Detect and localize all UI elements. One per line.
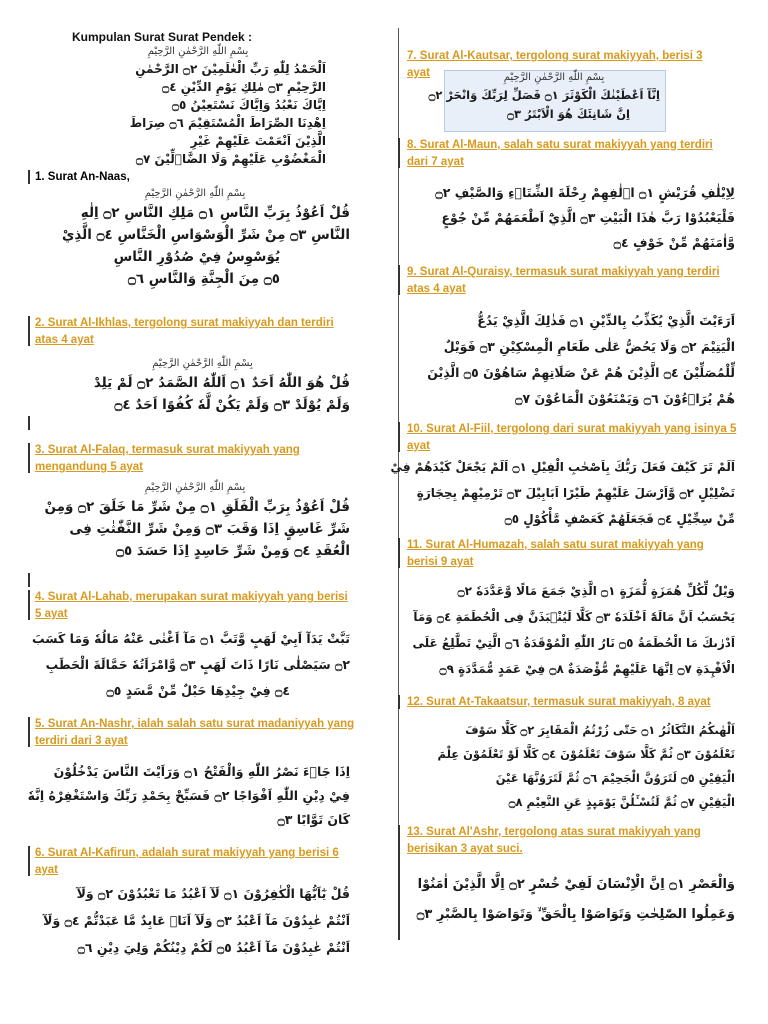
ayah-line: قُلْ اَعُوْذُ بِرَبِّ الْفَلَقِ ۝١ مِنْ شَرِّ مَا خَلَقَ ۝٢ وَمِنْ bbox=[44, 499, 350, 515]
surah-text-al-quraisy bbox=[410, 308, 735, 412]
ayah-line: قُلْ هُوَ اللّٰهُ اَحَدٌ ۝١ اَللّٰهُ الصَّمَدُ ۝٢ لَمْ يَلِدْ bbox=[93, 375, 350, 391]
ayah-line: اِنَّ شَانِئَكَ هُوَ الْاَبْتَرُ ۝٣ bbox=[507, 107, 630, 121]
surah-heading-al-ashr: 13. Surat Al'Ashr, tergolong atas surat makiyyah yang berisikan 3 ayat suci. bbox=[407, 826, 701, 855]
surah-text-an-naas bbox=[40, 186, 350, 290]
ayah-line: ۝٥ مِنَ الْجِنَّةِ وَالنَّاسِ ۝٦ bbox=[127, 271, 280, 287]
ayah-line: وَلَمْ يُوْلَدْ ۝٣ وَلَمْ يَكُنْ لَّهٗ كُفُوًا اَحَدٌ ۝٤ bbox=[114, 397, 350, 413]
surah-text-al-ikhlas bbox=[55, 356, 350, 416]
fatihah-line: الْمَغْضُوْبِ عَلَيْهِمْ وَلَا الضَّاۤلِّيْنَ ۝٧ bbox=[136, 152, 326, 166]
basmala: بِسْمِ اللّٰهِ الرَّحْمٰنِ الرَّحِيْمِ bbox=[503, 72, 605, 83]
fatihah-line: الرَّحِيْمِ ۝٣ مٰلِكِ يَوْمِ الدِّيْنِ ۝٤ bbox=[162, 80, 326, 94]
surah-text-an-nashr bbox=[27, 760, 350, 832]
surah-heading-al-kautsar: 7. Surat Al-Kautsar, tergolong surat makiyyah, berisi 3 ayat bbox=[407, 50, 703, 79]
basmala: بِسْمِ اللّٰهِ الرَّحْمٰنِ الرَّحِيْمِ bbox=[144, 482, 246, 493]
surah-heading-al-ikhlas: 2. Surat Al-Ikhlas, tergolong surat makiyyah dan terdiri atas 4 ayat bbox=[35, 317, 334, 346]
surah-heading-an-naas: 1. Surat An-Naas, bbox=[35, 171, 130, 183]
surah-text-al-fiil bbox=[390, 454, 735, 532]
surah-text-al-kautsar bbox=[428, 70, 660, 124]
ayah-line: الْيَقِيْنِ ۝٧ ثُمَّ لَتُسْـَٔلُنَّ يَوْمَىِٕذٍ عَنِ النَّعِيْمِ ۝٨ bbox=[508, 795, 735, 809]
surah-heading-an-nashr: 5. Surat An-Nashr, ialah salah satu surat madaniyyah yang terdiri dari 3 ayat bbox=[35, 718, 355, 747]
ayah-line: تَعْلَمُوْنَ ۝٣ ثُمَّ كَلَّا سَوْفَ تَعْلَمُوْنَ ۝٤ كَلَّا لَوْ تَعْلَمُوْنَ عِلْمَ bbox=[437, 747, 735, 761]
heading-marker bbox=[28, 443, 30, 473]
ayah-line: ۝٢ سَيَصْلٰى نَارًا ذَاتَ لَهَبٍ ۝٣ وَّامْرَاَتُهٗ حَمَّالَةَ الْحَطَبِ bbox=[45, 657, 350, 672]
ayah-line: وَيْلٌ لِّكُلِّ هُمَزَةٍ لُّمَزَةٍ ۝١ الَّذِيْ جَمَعَ مَالًا وَّعَدَّدَهٗ ۝٢ bbox=[457, 584, 735, 598]
ayah-line: يُوَسْوِسُ فِيْ صُدُوْرِ النَّاسِ bbox=[113, 249, 280, 265]
ayah-line: وَالْعَصْرِ ۝١ اِنَّ الْاِنْسَانَ لَفِيْ خُسْرٍ ۝٢ اِلَّا الَّذِيْنَ اٰمَنُوْا bbox=[417, 877, 735, 892]
heading-marker bbox=[28, 170, 30, 184]
heading-marker bbox=[398, 538, 400, 568]
surah-text-al-humazah bbox=[410, 578, 735, 682]
fatihah-line: اَلْحَمْدُ لِلّٰهِ رَبِّ الْعٰلَمِيْنَ ۝٢ الرَّحْمٰنِ bbox=[135, 62, 326, 76]
surah-text-al-kafirun bbox=[40, 880, 350, 961]
surah-heading-al-quraisy: 9. Surat Al-Quraisy, termasuk surat makiyyah yang terdiri atas 4 ayat bbox=[407, 266, 720, 295]
ayah-line: اَرَءَيْتَ الَّذِيْ يُكَذِّبُ بِالدِّيْنِ ۝١ فَذٰلِكَ الَّذِيْ يَدُعُّ bbox=[477, 313, 735, 328]
ayah-line: فِيْ دِيْنِ اللّٰهِ اَفْوَاجًا ۝٢ فَسَبِّحْ بِحَمْدِ رَبِّكَ وَاسْتَغْفِرْهُ اِنَّهٗ bbox=[27, 788, 350, 803]
fatihah-line: الَّذِيْنَ اَنْعَمْتَ عَلَيْهِمْ غَيْرِ bbox=[190, 134, 326, 148]
ayah-line: تَضْلِيْلٍ ۝٢ وَّاَرْسَلَ عَلَيْهِمْ طَيْرًا اَبَابِيْلَ ۝٣ تَرْمِيْهِمْ بِحِجَارَةٍ bbox=[416, 486, 735, 500]
ayah-line: اَنْتُمْ عٰبِدُوْنَ مَآ اَعْبُدُ ۝٣ وَلَآ اَنَا۠ عَابِدٌ مَّا عَبَدْتُّمْ ۝٤ وَلَآ bbox=[43, 913, 350, 928]
heading-marker bbox=[398, 265, 400, 295]
ayah-line: فَلْيَعْبُدُوْا رَبَّ هٰذَا الْبَيْتِ ۝٣ الَّذِيْٓ اَطْعَمَهُمْ مِّنْ جُوْعٍ bbox=[441, 210, 735, 225]
heading-marker bbox=[28, 316, 30, 346]
basmala: بِسْمِ اللّٰهِ الرَّحْمٰنِ الرَّحِيْمِ bbox=[144, 188, 246, 199]
ayah-line: ۝٤ فِيْ جِيْدِهَا حَبْلٌ مِّنْ مَّسَدٍ ۝٥ bbox=[106, 683, 290, 698]
ayah-line: اَدْرٰىكَ مَا الْحُطَمَةُ ۝٥ نَارُ اللّٰهِ الْمُوْقَدَةُ ۝٦ الَّتِيْ تَطَّلِعُ عَلَى bbox=[412, 636, 735, 650]
ayah-line: النَّاسِ ۝٣ مِنْ شَرِّ الْوَسْوَاسِ الْخَنَّاسِ ۝٤ الَّذِيْ bbox=[62, 227, 350, 243]
heading-marker bbox=[28, 590, 30, 620]
ayah-line: لِّلْمُصَلِّيْنَ ۝٤ الَّذِيْنَ هُمْ عَنْ صَلَاتِهِمْ سَاهُوْنَ ۝٥ الَّذِيْنَ bbox=[427, 365, 735, 380]
fatihah-basmala: بِسْمِ اللّٰهِ الرَّحْمٰنِ الرَّحِيْمِ bbox=[147, 46, 249, 57]
ayah-line: اَنْتُمْ عٰبِدُوْنَ مَآ اَعْبُدُ ۝٥ لَكُمْ دِيْنُكُمْ وَلِيَ دِيْنِ ۝٦ bbox=[77, 940, 350, 955]
ayah-line: هُمْ يُرَاۤءُوْنَ ۝٦ وَيَمْنَعُوْنَ الْمَاعُوْنَ ۝٧ bbox=[515, 391, 735, 406]
surah-heading-al-maun: 8. Surat Al-Maun, salah satu surat makiyyah yang terdiri dari 7 ayat bbox=[407, 139, 713, 168]
surah-heading-al-falaq: 3. Surat Al-Falaq, termasuk surat makiyyah yang mengandung 5 ayat bbox=[35, 444, 300, 473]
heading-marker bbox=[398, 422, 400, 452]
surah-text-at-takaatsur bbox=[410, 718, 735, 814]
heading-marker bbox=[28, 717, 30, 747]
ayah-line: مِّنْ سِجِّيْلٍ ۝٤ فَجَعَلَهُمْ كَعَصْفٍ مَّأْكُوْلٍ ۝٥ bbox=[504, 512, 735, 526]
ayah-line: كَانَ تَوَّابًا ۝٣ bbox=[277, 812, 350, 827]
ayah-line: وَعَمِلُوا الصّٰلِحٰتِ وَتَوَاصَوْا بِالْحَقِّ ۙ وَتَوَاصَوْا بِالصَّبْرِ ۝٣ bbox=[416, 907, 735, 922]
ayah-line: يَحْسَبُ اَنَّ مَالَهٗٓ اَخْلَدَهٗ ۝٣ كَلَّا لَيُنْۢبَذَنَّ فِى الْحُطَمَةِ ۝٤ وَمَآ bbox=[413, 610, 735, 624]
surah-heading-al-fiil: 10. Surat Al-Fiil, tergolong dari surat makiyyah yang isinya 5 ayat bbox=[407, 423, 737, 452]
ayah-line: لِاِيْلٰفِ قُرَيْشٍ ۝١ اٖلٰفِهِمْ رِحْلَةَ الشِّتَاۤءِ وَالصَّيْفِ ۝٢ bbox=[435, 185, 735, 200]
ayah-line: شَرِّ غَاسِقٍ اِذَا وَقَبَ ۝٣ وَمِنْ شَرِّ النَّفّٰثٰتِ فِى bbox=[69, 521, 350, 537]
ayah-line: اِنَّآ اَعْطَيْنٰكَ الْكَوْثَرَ ۝١ فَصَلِّ لِرَبِّكَ وَانْحَرْ ۝٢ bbox=[428, 88, 660, 102]
surah-heading-al-lahab: 4. Surat Al-Lahab, merupakan surat makiyyah yang berisi 5 ayat bbox=[35, 591, 348, 620]
heading-marker bbox=[28, 846, 30, 876]
surah-text-al-falaq bbox=[40, 480, 350, 562]
heading-marker bbox=[398, 138, 400, 168]
ayah-line: الْاَفْـِٕدَةِ ۝٧ اِنَّهَا عَلَيْهِمْ مُّؤْصَدَةٌ ۝٨ فِيْ عَمَدٍ مُّمَدَّدَةٍ ۝٩ bbox=[439, 662, 735, 676]
ayah-line: الْيَقِيْنِ ۝٥ لَتَرَوُنَّ الْجَحِيْمَ ۝٦ ثُمَّ لَتَرَوُنَّهَا عَيْنَ bbox=[495, 771, 735, 785]
ayah-line: قُلْ يٰٓاَيُّهَا الْكٰفِرُوْنَ ۝١ لَآ اَعْبُدُ مَا تَعْبُدُوْنَ ۝٢ وَلَآ bbox=[76, 886, 350, 901]
ayah-line: الْيَتِيْمَ ۝٢ وَلَا يَحُضُّ عَلٰى طَعَامِ الْمِسْكِيْنِ ۝٣ فَوَيْلٌ bbox=[443, 339, 735, 354]
ayah-line: اَلْهٰىكُمُ التَّكَاثُرُ ۝١ حَتّٰى زُرْتُمُ الْمَقَابِرَ ۝٢ كَلَّا سَوْفَ bbox=[465, 723, 735, 737]
fatihah-line: اِهْدِنَا الصِّرَاطَ الْمُسْتَقِيْمَ ۝٦ صِرَاطَ bbox=[129, 116, 326, 130]
basmala: بِسْمِ اللّٰهِ الرَّحْمٰنِ الرَّحِيْمِ bbox=[152, 358, 253, 369]
heading-marker bbox=[398, 695, 400, 709]
page-title: Kumpulan Surat Surat Pendek : bbox=[72, 30, 253, 44]
surah-heading-at-takaatsur: 12. Surat At-Takaatsur, termasuk surat makiyyah, 8 ayat bbox=[407, 696, 711, 708]
fatihah-line: اِيَّاكَ نَعْبُدُ وَاِيَّاكَ نَسْتَعِيْنُ ۝٥ bbox=[172, 98, 326, 112]
divider-marker bbox=[28, 416, 30, 430]
divider-marker bbox=[28, 573, 30, 587]
fatihah-text bbox=[70, 44, 326, 168]
ayah-line: تَبَّتْ يَدَآ اَبِيْ لَهَبٍ وَّتَبَّ ۝١ مَآ اَغْنٰى عَنْهُ مَالُهٗ وَمَا كَسَبَ bbox=[32, 631, 350, 646]
surah-text-al-lahab bbox=[32, 626, 350, 704]
ayah-line: اِذَا جَاۤءَ نَصْرُ اللّٰهِ وَالْفَتْحُ ۝١ وَرَاَيْتَ النَّاسَ يَدْخُلُوْنَ bbox=[53, 764, 350, 779]
ayah-line: وَّاٰمَنَهُمْ مِّنْ خَوْفٍ ۝٤ bbox=[613, 235, 735, 250]
heading-marker bbox=[398, 825, 400, 940]
ayah-line: الْعُقَدِ ۝٤ وَمِنْ شَرِّ حَاسِدٍ اِذَا حَسَدَ ۝٥ bbox=[116, 543, 350, 559]
surah-heading-al-humazah: 11. Surat Al-Humazah, salah satu surat makiyyah yang berisi 9 ayat bbox=[407, 539, 704, 568]
surah-heading-al-kafirun: 6. Surat Al-Kafirun, adalah surat makiyyah yang berisi 6 ayat bbox=[35, 847, 339, 876]
surah-text-al-maun bbox=[410, 180, 735, 255]
ayah-line: اَلَمْ تَرَ كَيْفَ فَعَلَ رَبُّكَ بِاَصْحٰبِ الْفِيْلِ ۝١ اَلَمْ يَجْعَلْ كَيْدَهُمْ فِيْ bbox=[390, 460, 735, 474]
ayah-line: قُلْ اَعُوْذُ بِرَبِّ النَّاسِ ۝١ مَلِكِ النَّاسِ ۝٢ اِلٰهِ bbox=[80, 205, 350, 221]
surah-text-al-ashr bbox=[410, 870, 735, 930]
